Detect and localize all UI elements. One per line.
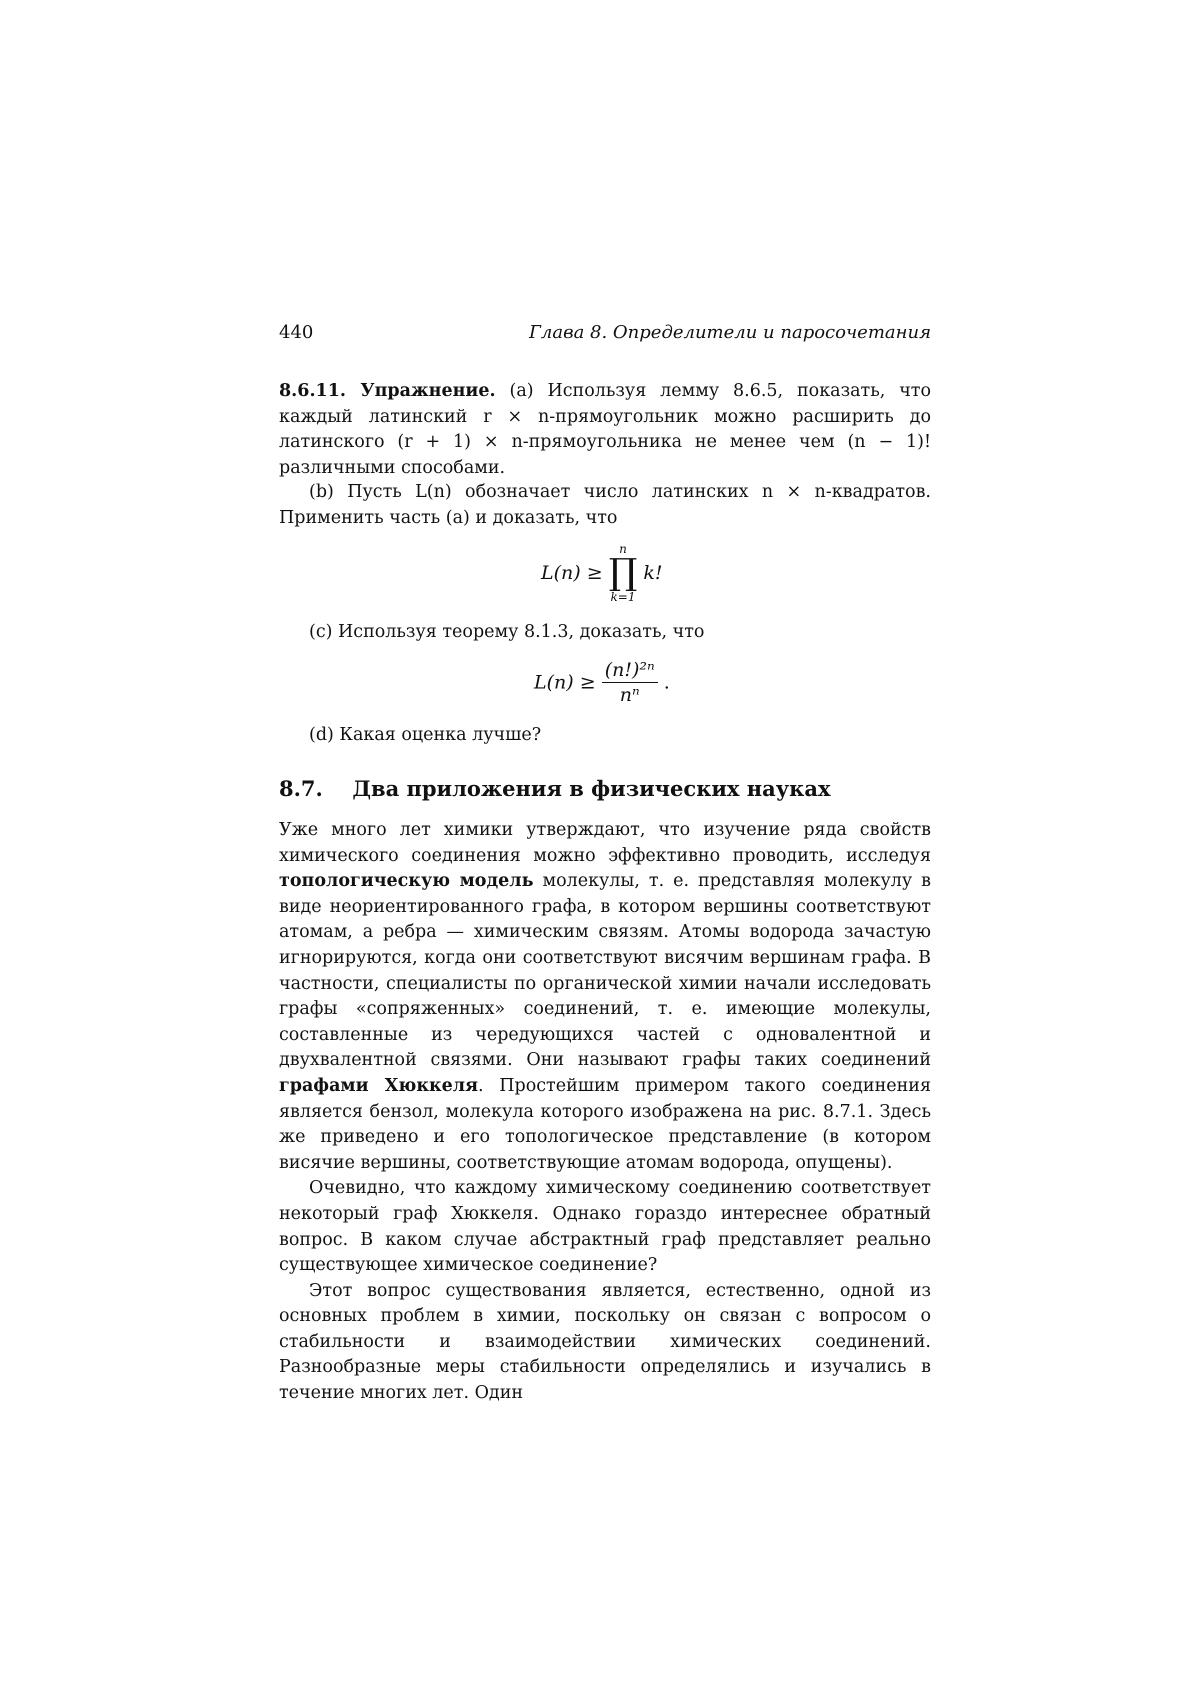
body-paragraph-3: Этот вопрос существования является, естественно, одной из основных проблем в химии, поскольку он связан с вопросом о стабильности и взаимодействии химических соединений. Разнообразные меры стабильности определялись и изучались в течение многих лет. Один <box>279 1280 931 1404</box>
section-heading <box>279 776 830 801</box>
fraction-denominator: nⁿ <box>619 684 640 706</box>
exercise-part-c <box>279 620 931 646</box>
product-symbol: ∏ <box>608 552 638 593</box>
formula-product <box>541 542 663 604</box>
exercise-label: 8.6.11. Упражнение. <box>279 381 496 401</box>
exercise-part-c-text: (с) Используя теорему 8.1.3, доказать, что <box>309 622 705 642</box>
exercise-part-a-text: (а) Используя лемму 8.6.5, показать, что каждый латинский r × n-прямоугольник можно расширить до латинского (r + 1) × n-прямоугольника не менее чем (n − 1)! различными способами. <box>279 381 931 478</box>
fraction-numerator: (n!)²ⁿ <box>602 659 658 683</box>
p1-part-c: . Простейшим примером такого соединения является бензол, молекула которого изображена на рис. 8.7.1. Здесь же приведено и его топологическое представление (в котором висячие вершины, соответствующие атомам водорода, опущены). <box>279 1075 931 1173</box>
exercise-part-d <box>279 723 931 749</box>
formula-b-lhs: L(n) ≥ <box>541 562 603 584</box>
product-upper-limit: n <box>619 542 627 556</box>
p1-part-a: Уже много лет химики утверждают, что изучение ряда свойств химического соединения можно эффективно проводить, исследуя <box>279 820 931 866</box>
fraction <box>602 659 658 706</box>
formula-fraction <box>534 659 670 706</box>
exercise-part-a <box>279 379 931 481</box>
section-title: Два приложения в физических науках <box>352 776 831 801</box>
running-title: Глава 8. Определители и паросочетания <box>528 322 931 343</box>
exercise-part-d-text: (d) Какая оценка лучше? <box>309 725 542 745</box>
body-paragraph-2: Очевидно, что каждому химическому соединению соответствует некоторый граф Хюккеля. Однако гораздо интереснее обратный вопрос. В каком случае абстрактный граф представляет реально существующее химическое соединение? <box>279 1178 931 1276</box>
formula-c-end: . <box>663 671 670 694</box>
product-operator <box>609 542 638 604</box>
exercise-part-b <box>279 480 931 531</box>
exercise-part-b-text: (b) Пусть L(n) обозначает число латинских n × n-квадратов. Применить часть (а) и доказать, что <box>279 482 931 528</box>
p1-part-b: молекулы, т. е. представляя молекулу в виде неориентированного графа, в котором вершины соответствуют атомам, а ребра — химическим связям. Атомы водорода зачастую игнорируются, когда они соответствуют висячим вершинам графа. В частности, специалисты по органической химии начали исследовать графы «сопряженных» соединений, т. е. имеющие молекулы, составленные из чередующихся частей с одновалентной и двухвалентной связями. Они называют графы таких соединений <box>279 871 931 1071</box>
p1-bold-term-1: топологическую модель <box>279 871 534 892</box>
p1-bold-term-2: графами Хюккеля <box>279 1075 479 1096</box>
page-header <box>279 322 931 350</box>
section-number: 8.7. <box>279 776 323 801</box>
formula-c-lhs: L(n) ≥ <box>534 671 596 694</box>
product-lower-limit: k=1 <box>610 590 636 604</box>
body-paragraph-1 <box>279 818 931 1176</box>
formula-b-rhs: k! <box>643 562 663 584</box>
section-body <box>279 818 931 1407</box>
page-number: 440 <box>279 322 314 343</box>
